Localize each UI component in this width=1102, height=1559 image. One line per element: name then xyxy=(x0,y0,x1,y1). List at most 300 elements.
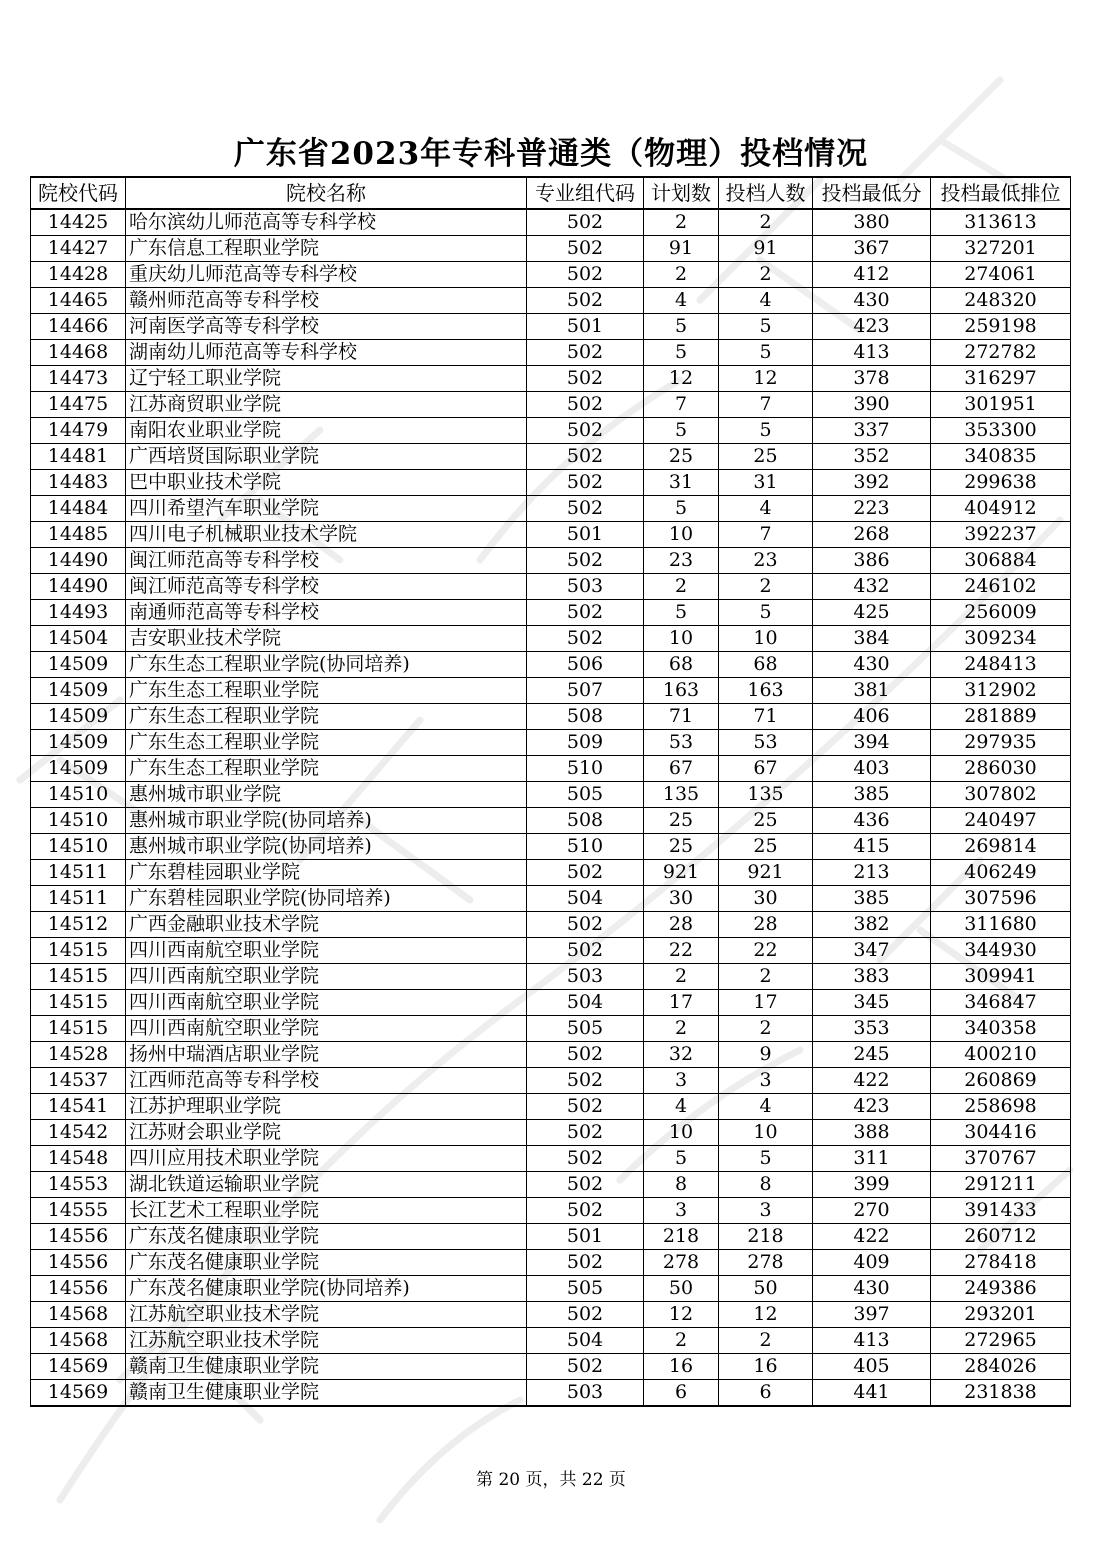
cell-min-score: 413 xyxy=(813,340,931,366)
cell-min-rank: 340358 xyxy=(931,1016,1071,1042)
cell-school-name: 江苏航空职业技术学院 xyxy=(126,1302,527,1328)
table-row xyxy=(31,1120,1071,1146)
cell-min-rank: 392237 xyxy=(931,522,1071,548)
cell-min-score: 367 xyxy=(813,236,931,262)
cell-group-code: 502 xyxy=(527,626,644,652)
cell-min-rank: 284026 xyxy=(931,1354,1071,1380)
cell-admitted-count: 2 xyxy=(719,964,813,990)
cell-plan-count: 5 xyxy=(644,340,719,366)
cell-plan-count: 25 xyxy=(644,808,719,834)
cell-plan-count: 25 xyxy=(644,834,719,860)
cell-min-score: 270 xyxy=(813,1198,931,1224)
cell-min-score: 423 xyxy=(813,314,931,340)
cell-school-name: 江西师范高等专科学校 xyxy=(126,1068,527,1094)
cell-admitted-count: 30 xyxy=(719,886,813,912)
cell-school-code: 14510 xyxy=(31,782,126,808)
cell-school-code: 14511 xyxy=(31,886,126,912)
cell-plan-count: 17 xyxy=(644,990,719,1016)
cell-min-score: 436 xyxy=(813,808,931,834)
cell-min-score: 413 xyxy=(813,1328,931,1354)
cell-min-score: 405 xyxy=(813,1354,931,1380)
cell-group-code: 502 xyxy=(527,1146,644,1172)
cell-school-name: 吉安职业技术学院 xyxy=(126,626,527,652)
cell-min-rank: 311680 xyxy=(931,912,1071,938)
cell-min-score: 412 xyxy=(813,262,931,288)
cell-group-code: 502 xyxy=(527,1250,644,1276)
cell-admitted-count: 5 xyxy=(719,340,813,366)
cell-group-code: 502 xyxy=(527,912,644,938)
table-row xyxy=(31,1250,1071,1276)
cell-school-name: 广东碧桂园职业学院 xyxy=(126,860,527,886)
cell-plan-count: 5 xyxy=(644,314,719,340)
cell-min-score: 245 xyxy=(813,1042,931,1068)
table-row xyxy=(31,1146,1071,1172)
cell-min-score: 397 xyxy=(813,1302,931,1328)
cell-school-code: 14493 xyxy=(31,600,126,626)
cell-plan-count: 23 xyxy=(644,548,719,574)
cell-plan-count: 50 xyxy=(644,1276,719,1302)
cell-school-name: 惠州城市职业学院(协同培养) xyxy=(126,808,527,834)
cell-plan-count: 71 xyxy=(644,704,719,730)
cell-admitted-count: 5 xyxy=(719,314,813,340)
table-row xyxy=(31,1224,1071,1250)
cell-min-score: 347 xyxy=(813,938,931,964)
cell-school-name: 广西培贤国际职业学院 xyxy=(126,444,527,470)
cell-min-score: 441 xyxy=(813,1380,931,1407)
cell-school-code: 14485 xyxy=(31,522,126,548)
cell-min-rank: 340835 xyxy=(931,444,1071,470)
cell-min-rank: 304416 xyxy=(931,1120,1071,1146)
cell-min-rank: 272782 xyxy=(931,340,1071,366)
table-row xyxy=(31,1302,1071,1328)
cell-school-code: 14515 xyxy=(31,964,126,990)
table-row xyxy=(31,288,1071,314)
cell-min-rank: 278418 xyxy=(931,1250,1071,1276)
cell-admitted-count: 22 xyxy=(719,938,813,964)
cell-min-rank: 297935 xyxy=(931,730,1071,756)
cell-school-name: 湖北铁道运输职业学院 xyxy=(126,1172,527,1198)
cell-school-name: 广东信息工程职业学院 xyxy=(126,236,527,262)
cell-plan-count: 12 xyxy=(644,1302,719,1328)
cell-admitted-count: 53 xyxy=(719,730,813,756)
cell-group-code: 501 xyxy=(527,314,644,340)
cell-min-rank: 258698 xyxy=(931,1094,1071,1120)
cell-school-code: 14528 xyxy=(31,1042,126,1068)
cell-school-name: 四川电子机械职业技术学院 xyxy=(126,522,527,548)
cell-plan-count: 10 xyxy=(644,522,719,548)
cell-group-code: 502 xyxy=(527,262,644,288)
cell-plan-count: 12 xyxy=(644,366,719,392)
header-school-code: 院校代码 xyxy=(31,177,126,209)
cell-group-code: 502 xyxy=(527,496,644,522)
cell-admitted-count: 5 xyxy=(719,600,813,626)
cell-admitted-count: 7 xyxy=(719,392,813,418)
cell-plan-count: 30 xyxy=(644,886,719,912)
table-row xyxy=(31,782,1071,808)
cell-group-code: 502 xyxy=(527,938,644,964)
cell-min-score: 311 xyxy=(813,1146,931,1172)
table-row xyxy=(31,1068,1071,1094)
cell-min-rank: 309234 xyxy=(931,626,1071,652)
cell-min-rank: 260712 xyxy=(931,1224,1071,1250)
table-row xyxy=(31,1198,1071,1224)
cell-group-code: 502 xyxy=(527,236,644,262)
cell-school-code: 14555 xyxy=(31,1198,126,1224)
cell-min-rank: 307802 xyxy=(931,782,1071,808)
cell-school-code: 14490 xyxy=(31,574,126,600)
cell-group-code: 502 xyxy=(527,1198,644,1224)
table-row xyxy=(31,1276,1071,1302)
cell-min-rank: 316297 xyxy=(931,366,1071,392)
cell-admitted-count: 4 xyxy=(719,288,813,314)
header-row xyxy=(31,177,1071,209)
cell-school-code: 14509 xyxy=(31,678,126,704)
cell-school-code: 14475 xyxy=(31,392,126,418)
cell-plan-count: 2 xyxy=(644,209,719,236)
cell-school-name: 闽江师范高等专科学校 xyxy=(126,574,527,600)
cell-min-score: 385 xyxy=(813,886,931,912)
cell-school-name: 广东碧桂园职业学院(协同培养) xyxy=(126,886,527,912)
cell-plan-count: 6 xyxy=(644,1380,719,1407)
table-row xyxy=(31,886,1071,912)
cell-plan-count: 4 xyxy=(644,288,719,314)
cell-plan-count: 28 xyxy=(644,912,719,938)
cell-school-code: 14515 xyxy=(31,938,126,964)
cell-school-name: 四川西南航空职业学院 xyxy=(126,938,527,964)
table-header xyxy=(31,177,1071,209)
table-row xyxy=(31,860,1071,886)
cell-min-score: 352 xyxy=(813,444,931,470)
cell-admitted-count: 7 xyxy=(719,522,813,548)
cell-min-rank: 291211 xyxy=(931,1172,1071,1198)
table-row xyxy=(31,704,1071,730)
table-row xyxy=(31,548,1071,574)
cell-group-code: 502 xyxy=(527,600,644,626)
cell-admitted-count: 10 xyxy=(719,1120,813,1146)
cell-school-code: 14556 xyxy=(31,1276,126,1302)
cell-group-code: 502 xyxy=(527,366,644,392)
cell-min-rank: 307596 xyxy=(931,886,1071,912)
cell-group-code: 501 xyxy=(527,522,644,548)
table-row xyxy=(31,262,1071,288)
cell-admitted-count: 4 xyxy=(719,496,813,522)
table-row xyxy=(31,574,1071,600)
cell-plan-count: 4 xyxy=(644,1094,719,1120)
table-row xyxy=(31,990,1071,1016)
cell-school-name: 重庆幼儿师范高等专科学校 xyxy=(126,262,527,288)
table-row xyxy=(31,366,1071,392)
cell-group-code: 502 xyxy=(527,860,644,886)
cell-min-score: 378 xyxy=(813,366,931,392)
cell-school-name: 四川西南航空职业学院 xyxy=(126,990,527,1016)
cell-school-name: 河南医学高等专科学校 xyxy=(126,314,527,340)
cell-admitted-count: 16 xyxy=(719,1354,813,1380)
cell-school-name: 四川希望汽车职业学院 xyxy=(126,496,527,522)
cell-school-code: 14510 xyxy=(31,808,126,834)
cell-min-score: 337 xyxy=(813,418,931,444)
cell-min-score: 213 xyxy=(813,860,931,886)
cell-school-name: 广东生态工程职业学院 xyxy=(126,678,527,704)
table-row xyxy=(31,236,1071,262)
table-row xyxy=(31,600,1071,626)
cell-group-code: 505 xyxy=(527,1016,644,1042)
cell-min-score: 388 xyxy=(813,1120,931,1146)
cell-admitted-count: 2 xyxy=(719,1328,813,1354)
cell-plan-count: 32 xyxy=(644,1042,719,1068)
cell-school-name: 江苏航空职业技术学院 xyxy=(126,1328,527,1354)
cell-min-rank: 312902 xyxy=(931,678,1071,704)
cell-school-code: 14490 xyxy=(31,548,126,574)
cell-admitted-count: 2 xyxy=(719,262,813,288)
cell-min-rank: 248320 xyxy=(931,288,1071,314)
table-row xyxy=(31,209,1071,236)
cell-school-code: 14515 xyxy=(31,990,126,1016)
table-row xyxy=(31,730,1071,756)
cell-plan-count: 16 xyxy=(644,1354,719,1380)
cell-school-name: 惠州城市职业学院 xyxy=(126,782,527,808)
cell-min-score: 223 xyxy=(813,496,931,522)
cell-group-code: 508 xyxy=(527,808,644,834)
cell-admitted-count: 25 xyxy=(719,808,813,834)
cell-admitted-count: 218 xyxy=(719,1224,813,1250)
cell-admitted-count: 5 xyxy=(719,418,813,444)
cell-admitted-count: 68 xyxy=(719,652,813,678)
cell-school-code: 14569 xyxy=(31,1354,126,1380)
cell-min-rank: 259198 xyxy=(931,314,1071,340)
table-row xyxy=(31,1042,1071,1068)
cell-school-name: 广东生态工程职业学院 xyxy=(126,704,527,730)
cell-min-score: 392 xyxy=(813,470,931,496)
cell-school-name: 长江艺术工程职业学院 xyxy=(126,1198,527,1224)
cell-school-name: 辽宁轻工职业学院 xyxy=(126,366,527,392)
cell-school-name: 江苏财会职业学院 xyxy=(126,1120,527,1146)
cell-plan-count: 218 xyxy=(644,1224,719,1250)
cell-plan-count: 5 xyxy=(644,1146,719,1172)
table-row xyxy=(31,496,1071,522)
cell-group-code: 506 xyxy=(527,652,644,678)
cell-min-rank: 260869 xyxy=(931,1068,1071,1094)
cell-school-code: 14465 xyxy=(31,288,126,314)
cell-min-rank: 353300 xyxy=(931,418,1071,444)
cell-group-code: 505 xyxy=(527,782,644,808)
cell-school-code: 14509 xyxy=(31,730,126,756)
cell-group-code: 502 xyxy=(527,1094,644,1120)
cell-school-code: 14428 xyxy=(31,262,126,288)
cell-min-score: 430 xyxy=(813,1276,931,1302)
cell-school-code: 14556 xyxy=(31,1250,126,1276)
cell-school-code: 14548 xyxy=(31,1146,126,1172)
cell-min-rank: 248413 xyxy=(931,652,1071,678)
cell-admitted-count: 921 xyxy=(719,860,813,886)
table-row xyxy=(31,834,1071,860)
cell-group-code: 502 xyxy=(527,209,644,236)
cell-school-code: 14483 xyxy=(31,470,126,496)
cell-min-score: 386 xyxy=(813,548,931,574)
header-min-rank: 投档最低排位 xyxy=(931,177,1071,209)
cell-admitted-count: 91 xyxy=(719,236,813,262)
cell-min-rank: 240497 xyxy=(931,808,1071,834)
cell-school-code: 14515 xyxy=(31,1016,126,1042)
cell-plan-count: 135 xyxy=(644,782,719,808)
cell-min-score: 382 xyxy=(813,912,931,938)
cell-school-code: 14468 xyxy=(31,340,126,366)
cell-school-code: 14569 xyxy=(31,1380,126,1407)
cell-plan-count: 278 xyxy=(644,1250,719,1276)
cell-min-score: 430 xyxy=(813,652,931,678)
cell-group-code: 503 xyxy=(527,574,644,600)
cell-admitted-count: 278 xyxy=(719,1250,813,1276)
cell-school-code: 14509 xyxy=(31,756,126,782)
cell-group-code: 504 xyxy=(527,990,644,1016)
cell-group-code: 502 xyxy=(527,1120,644,1146)
cell-admitted-count: 2 xyxy=(719,574,813,600)
header-group-code: 专业组代码 xyxy=(527,177,644,209)
cell-group-code: 502 xyxy=(527,1302,644,1328)
cell-min-score: 353 xyxy=(813,1016,931,1042)
cell-school-name: 赣南卫生健康职业学院 xyxy=(126,1354,527,1380)
cell-admitted-count: 8 xyxy=(719,1172,813,1198)
cell-school-name: 广东茂名健康职业学院 xyxy=(126,1250,527,1276)
cell-plan-count: 31 xyxy=(644,470,719,496)
cell-min-rank: 231838 xyxy=(931,1380,1071,1407)
cell-min-score: 422 xyxy=(813,1068,931,1094)
cell-school-name: 四川西南航空职业学院 xyxy=(126,1016,527,1042)
cell-admitted-count: 5 xyxy=(719,1146,813,1172)
cell-admitted-count: 10 xyxy=(719,626,813,652)
cell-school-code: 14509 xyxy=(31,652,126,678)
cell-plan-count: 91 xyxy=(644,236,719,262)
cell-min-score: 381 xyxy=(813,678,931,704)
cell-min-rank: 269814 xyxy=(931,834,1071,860)
cell-min-rank: 404912 xyxy=(931,496,1071,522)
cell-school-name: 惠州城市职业学院(协同培养) xyxy=(126,834,527,860)
cell-min-score: 390 xyxy=(813,392,931,418)
cell-admitted-count: 3 xyxy=(719,1068,813,1094)
cell-plan-count: 67 xyxy=(644,756,719,782)
cell-school-code: 14568 xyxy=(31,1302,126,1328)
cell-school-name: 赣州师范高等专科学校 xyxy=(126,288,527,314)
cell-min-rank: 246102 xyxy=(931,574,1071,600)
table-row xyxy=(31,1172,1071,1198)
table-row xyxy=(31,340,1071,366)
cell-plan-count: 5 xyxy=(644,418,719,444)
page-footer: 第 20 页，共 22 页 xyxy=(476,1470,626,1490)
cell-group-code: 502 xyxy=(527,340,644,366)
cell-group-code: 502 xyxy=(527,1042,644,1068)
cell-school-code: 14537 xyxy=(31,1068,126,1094)
cell-admitted-count: 12 xyxy=(719,366,813,392)
table-row xyxy=(31,1328,1071,1354)
cell-plan-count: 5 xyxy=(644,600,719,626)
cell-school-code: 14479 xyxy=(31,418,126,444)
cell-plan-count: 921 xyxy=(644,860,719,886)
table-row xyxy=(31,964,1071,990)
cell-school-code: 14553 xyxy=(31,1172,126,1198)
cell-admitted-count: 23 xyxy=(719,548,813,574)
cell-admitted-count: 3 xyxy=(719,1198,813,1224)
cell-group-code: 504 xyxy=(527,1328,644,1354)
cell-plan-count: 163 xyxy=(644,678,719,704)
cell-min-score: 394 xyxy=(813,730,931,756)
cell-group-code: 503 xyxy=(527,1380,644,1407)
table-row xyxy=(31,314,1071,340)
cell-school-code: 14427 xyxy=(31,236,126,262)
cell-school-name: 四川西南航空职业学院 xyxy=(126,964,527,990)
cell-min-rank: 286030 xyxy=(931,756,1071,782)
cell-min-rank: 406249 xyxy=(931,860,1071,886)
cell-school-name: 广东生态工程职业学院 xyxy=(126,756,527,782)
cell-group-code: 509 xyxy=(527,730,644,756)
cell-admitted-count: 28 xyxy=(719,912,813,938)
cell-plan-count: 3 xyxy=(644,1068,719,1094)
cell-min-score: 385 xyxy=(813,782,931,808)
cell-admitted-count: 17 xyxy=(719,990,813,1016)
cell-group-code: 503 xyxy=(527,964,644,990)
cell-group-code: 508 xyxy=(527,704,644,730)
cell-min-rank: 293201 xyxy=(931,1302,1071,1328)
cell-admitted-count: 2 xyxy=(719,1016,813,1042)
cell-group-code: 510 xyxy=(527,834,644,860)
table-row xyxy=(31,522,1071,548)
cell-school-name: 广东茂名健康职业学院 xyxy=(126,1224,527,1250)
cell-min-score: 268 xyxy=(813,522,931,548)
cell-school-code: 14541 xyxy=(31,1094,126,1120)
cell-group-code: 502 xyxy=(527,1354,644,1380)
cell-school-name: 广西金融职业技术学院 xyxy=(126,912,527,938)
cell-min-score: 430 xyxy=(813,288,931,314)
table-row xyxy=(31,652,1071,678)
table-row xyxy=(31,418,1071,444)
cell-min-score: 403 xyxy=(813,756,931,782)
cell-admitted-count: 67 xyxy=(719,756,813,782)
cell-school-code: 14481 xyxy=(31,444,126,470)
cell-school-code: 14504 xyxy=(31,626,126,652)
cell-min-rank: 313613 xyxy=(931,209,1071,236)
table-row xyxy=(31,808,1071,834)
cell-group-code: 502 xyxy=(527,444,644,470)
cell-min-rank: 346847 xyxy=(931,990,1071,1016)
cell-group-code: 502 xyxy=(527,288,644,314)
cell-admitted-count: 9 xyxy=(719,1042,813,1068)
admission-table xyxy=(30,176,1071,1407)
table-row xyxy=(31,938,1071,964)
cell-plan-count: 10 xyxy=(644,626,719,652)
header-min-score: 投档最低分 xyxy=(813,177,931,209)
cell-min-rank: 344930 xyxy=(931,938,1071,964)
cell-min-score: 384 xyxy=(813,626,931,652)
table-row xyxy=(31,470,1071,496)
cell-school-code: 14473 xyxy=(31,366,126,392)
table-row xyxy=(31,392,1071,418)
cell-min-rank: 301951 xyxy=(931,392,1071,418)
cell-min-score: 345 xyxy=(813,990,931,1016)
cell-plan-count: 2 xyxy=(644,1016,719,1042)
page-title: 广东省2023年专科普通类（物理）投档情况 xyxy=(233,136,869,172)
cell-admitted-count: 71 xyxy=(719,704,813,730)
cell-min-score: 380 xyxy=(813,209,931,236)
cell-min-rank: 299638 xyxy=(931,470,1071,496)
cell-admitted-count: 31 xyxy=(719,470,813,496)
cell-group-code: 502 xyxy=(527,392,644,418)
table-row xyxy=(31,912,1071,938)
table-row xyxy=(31,1016,1071,1042)
cell-min-score: 406 xyxy=(813,704,931,730)
cell-school-name: 广东生态工程职业学院 xyxy=(126,730,527,756)
cell-school-name: 哈尔滨幼儿师范高等专科学校 xyxy=(126,209,527,236)
cell-min-rank: 309941 xyxy=(931,964,1071,990)
cell-group-code: 502 xyxy=(527,1172,644,1198)
cell-group-code: 502 xyxy=(527,418,644,444)
